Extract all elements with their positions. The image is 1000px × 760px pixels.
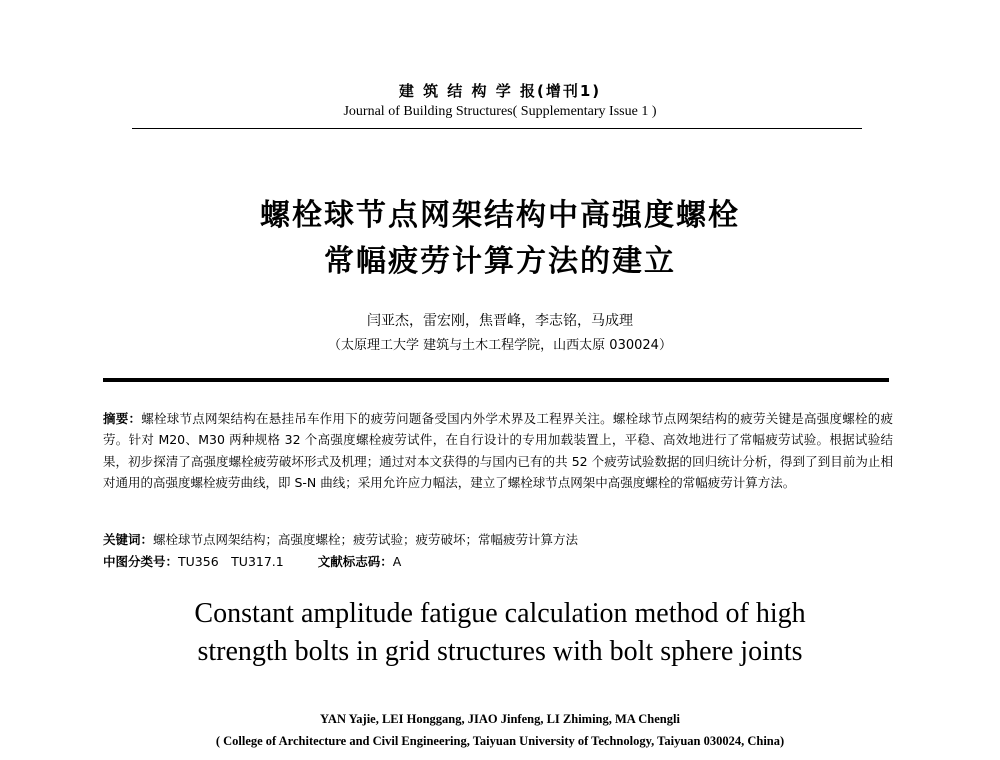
title-en-line2: strength bolts in grid structures with bolt sphere joints bbox=[197, 636, 803, 667]
authors-en: YAN Yajie, LEI Honggang, JIAO Jinfeng, LI Zhiming, MA Chengli bbox=[320, 712, 680, 726]
abstract-label: 摘要： bbox=[103, 411, 142, 426]
keywords bbox=[103, 530, 578, 548]
journal-name-cn: 建 筑 结 构 学 报(增刊1) bbox=[398, 82, 602, 100]
title-en-line1: Constant amplitude fatigue calculation method of high bbox=[194, 598, 806, 629]
affiliation-en: ( College of Architecture and Civil Engineering, Taiyuan University of Technology, Taiyuan 030024, China) bbox=[215, 734, 785, 748]
keywords-label: 关键词： bbox=[103, 532, 154, 547]
title-cn-line1: 螺栓球节点网架结构中高强度螺栓 bbox=[260, 198, 740, 233]
clc-label: 中图分类号： bbox=[103, 554, 179, 569]
clc-value: TU356 TU317.1 bbox=[178, 554, 284, 569]
title-cn-line2: 常幅疲劳计算方法的建立 bbox=[324, 244, 676, 279]
keywords-text: 螺栓球节点网架结构；高强度螺栓；疲劳试验；疲劳破坏；常幅疲劳计算方法 bbox=[153, 532, 579, 547]
authors-cn: 闫亚杰，雷宏刚，焦晋峰，李志铭，马成理 bbox=[367, 313, 633, 329]
classification bbox=[103, 552, 401, 570]
abstract bbox=[103, 408, 893, 494]
abstract-text: 螺栓球节点网架结构在悬挂吊车作用下的疲劳问题备受国内外学术界及工程界关注。螺栓球节点网架结构的疲劳关键是高强度螺栓的疲劳。针对 M20、M30 两种规格 32 个高强度螺栓疲劳试件，在自行设计的专用加载装置上，平稳、高效地进行了常幅疲劳试验。根据试验结果，初步探清了高强度螺栓疲劳破坏形式及机理；通过对本文获得的与国内已有的共 52 个疲劳试验数据的回归统计分析，得到了到目前为止相对通用的高强度螺栓疲劳曲线，即 S-N 曲线；采用允许应力幅法，建立了螺栓球节点网架中高强度螺栓的常幅疲劳计算方法。 bbox=[103, 411, 893, 491]
affiliation-cn: （太原理工大学 建筑与土木工程学院，山西太原 030024） bbox=[328, 338, 672, 353]
header-rule bbox=[132, 128, 862, 129]
journal-name-en: Journal of Building Structures( Supplementary Issue 1 ) bbox=[343, 104, 657, 119]
section-rule bbox=[103, 378, 889, 382]
doc-code-label: 文献标志码： bbox=[317, 554, 393, 569]
doc-code-value: A bbox=[392, 554, 402, 569]
